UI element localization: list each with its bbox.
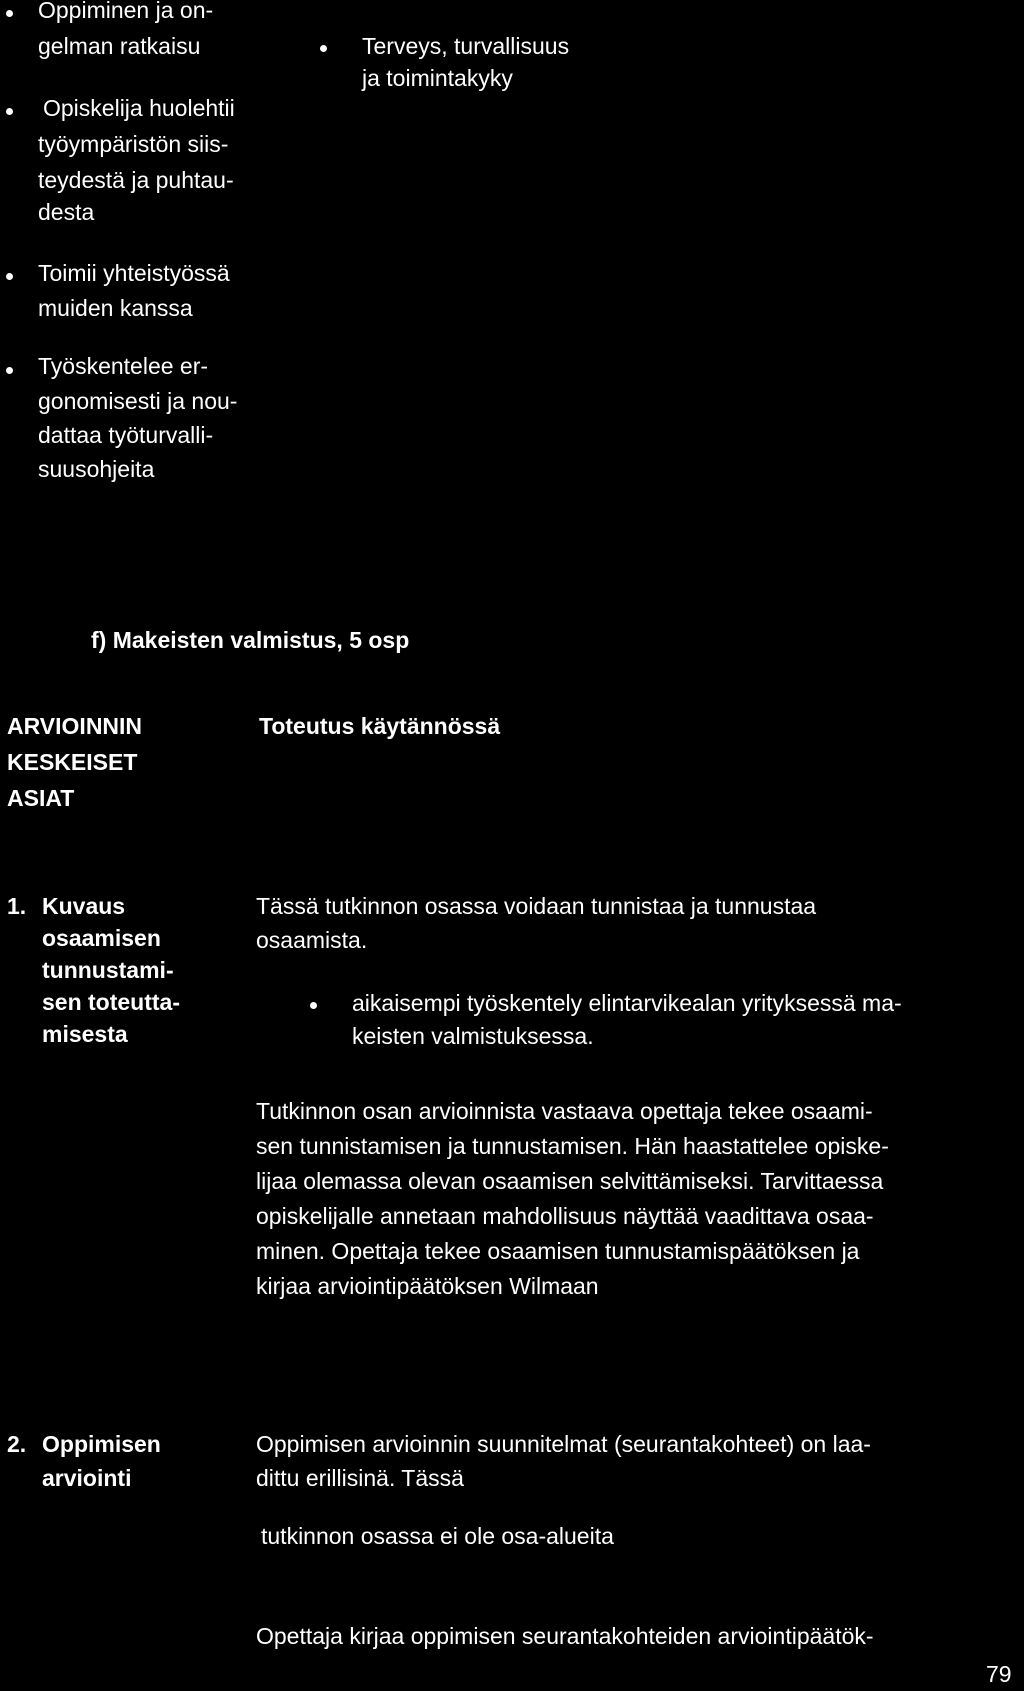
bullet-dot [6,273,13,280]
header-left-line: KESKEISET [7,749,138,775]
row-label-line: misesta [42,1021,128,1047]
list-item-line: Opiskelija huolehtii [43,95,235,121]
header-left-line: ARVIOINNIN [7,713,143,739]
row-label-line: Oppimisen [42,1431,161,1457]
row-text-line: osaamista. [256,927,368,953]
row-bullet-line: aikaisempi työskentely elintarvikealan yrityksessä ma- [352,990,902,1016]
list-item-line: muiden kanssa [38,295,193,321]
list-item-line: teydestä ja puhtau- [38,167,234,193]
list-item-line: ja toimintakyky [362,65,513,91]
row-label-line: sen toteutta- [42,989,180,1015]
list-item-line: dattaa työturvalli- [38,422,214,448]
row-number: 1. [7,893,27,919]
row-text-line: Oppimisen arvioinnin suunnitelmat (seurantakohteet) on laa- [256,1431,871,1457]
list-item-line: gonomisesti ja nou- [38,388,238,414]
page-number: 79 [986,1661,1012,1687]
row-label-line: arviointi [42,1465,132,1491]
header-left-line: ASIAT [7,785,75,811]
row-text-line: dittu erillisinä. Tässä [256,1465,464,1491]
header-right: Toteutus käytännössä [259,713,501,739]
row-paragraph-line: sen tunnistamisen ja tunnustamisen. Hän haastattelee opiske- [256,1133,889,1159]
list-item-line: Terveys, turvallisuus [362,33,570,59]
list-item-line: työympäristön siis- [38,131,229,157]
row-bullet-line: keisten valmistuksessa. [352,1023,594,1049]
list-item-line: Oppiminen ja on- [38,0,214,23]
row-text-line: Tässä tutkinnon osassa voidaan tunnistaa ja tunnustaa [256,893,817,919]
row-paragraph-line: Tutkinnon osan arvioinnista vastaava opettaja tekee osaami- [256,1098,873,1124]
row-label-line: Kuvaus [42,893,126,919]
bullet-dot [310,1002,317,1009]
list-item-line: gelman ratkaisu [38,33,201,59]
bullet-dot [320,45,327,52]
row-paragraph-line: kirjaa arviointipäätöksen Wilmaan [256,1273,599,1299]
row-label-line: osaamisen [42,925,161,951]
row-number: 2. [7,1431,27,1457]
row-text-line: Opettaja kirjaa oppimisen seurantakohteiden arviointipäätök- [256,1623,874,1649]
bullet-dot [6,108,13,115]
row-paragraph-line: lijaa olemassa olevan osaamisen selvittämiseksi. Tarvittaessa [256,1168,884,1194]
row-paragraph-line: opiskelijalle annetaan mahdollisuus näyttää vaadittava osaa- [256,1203,874,1229]
list-item-line: suusohjeita [38,456,155,482]
bullet-dot [6,367,13,374]
bullet-dot [6,10,13,17]
row-label-line: tunnustami- [42,957,174,983]
row-text-line: tutkinnon osassa ei ole osa-alueita [261,1523,614,1549]
list-item-line: Työskentelee er- [38,353,209,379]
list-item-line: desta [38,199,95,225]
row-paragraph-line: minen. Opettaja tekee osaamisen tunnustamispäätöksen ja [256,1238,860,1264]
section-title: f) Makeisten valmistus, 5 osp [91,627,410,653]
list-item-line: Toimii yhteistyössä [38,260,230,286]
